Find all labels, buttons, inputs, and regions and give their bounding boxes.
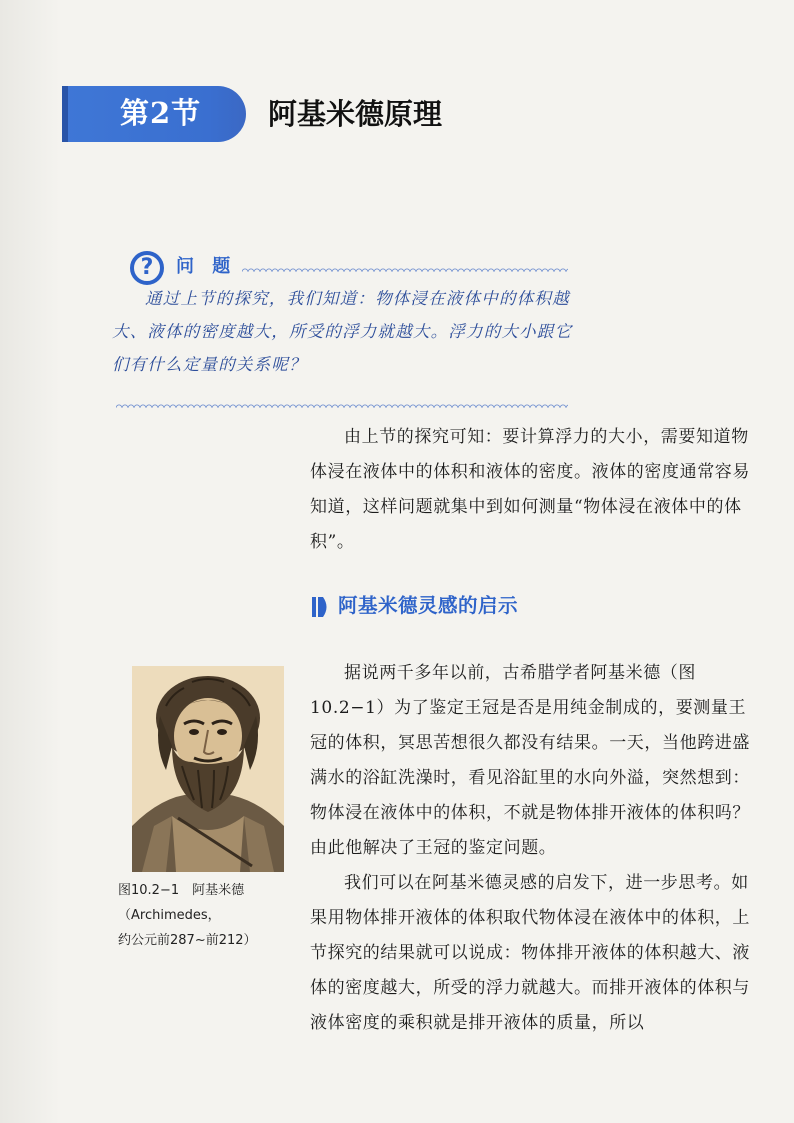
figure-caption-line3: 约公元前287~前212）: [118, 933, 257, 948]
archimedes-portrait: [132, 666, 284, 872]
problem-top-divider: [242, 264, 568, 272]
figure-caption-line1: 图10.2−1 阿基米德: [118, 883, 245, 898]
problem-label: 问 题: [176, 256, 237, 277]
section-title: 阿基米德原理: [268, 97, 443, 131]
subsection-marker-icon: [312, 596, 330, 618]
problem-bottom-divider: [116, 400, 568, 408]
intro-paragraph: 由上节的探究可知：要计算浮力的大小，需要知道物体浸在液体中的体积和液体的密度。液体的密度通常容易知道，这样问题就集中到如何测量“物体浸在液体中的体积”。: [310, 427, 750, 552]
subsection-title: 阿基米德灵感的启示: [338, 594, 519, 617]
page-edge-shadow: [0, 0, 60, 1123]
figure-caption-line2: （Archimedes，: [118, 908, 221, 923]
body-paragraph-2: 我们可以在阿基米德灵感的启发下，进一步思考。如果用物体排开液体的体积取代物体浸在液体中的体积，上节探究的结果就可以说成：物体排开液体的体积越大、液体的密度越大，所受的浮力就越大。而排开液体的体积与液体密度的乘积就是排开液体的质量，所以: [310, 873, 750, 1033]
body-text: [310, 656, 762, 1041]
figure-caption: [118, 878, 298, 953]
problem-text: 通过上节的探究，我们知道：物体浸在液体中的体积越大、液体的密度越大，所受的浮力就越大。浮力的大小跟它们有什么定量的关系呢？: [112, 289, 573, 374]
section-number: 第2节: [120, 96, 202, 130]
body-paragraph-1: 据说两千多年以前，古希腊学者阿基米德（图10.2−1）为了鉴定王冠是否是用纯金制成的，要测量王冠的体积，冥思苦想很久都没有结果。一天，当他跨进盛满水的浴缸洗澡时，看见浴缸里的水向外溢，突然想到：物体浸在液体中的体积，不就是物体排开液体的体积吗？由此他解决了王冠的鉴定问题。: [310, 663, 750, 858]
question-mark-icon: ?: [130, 251, 164, 285]
